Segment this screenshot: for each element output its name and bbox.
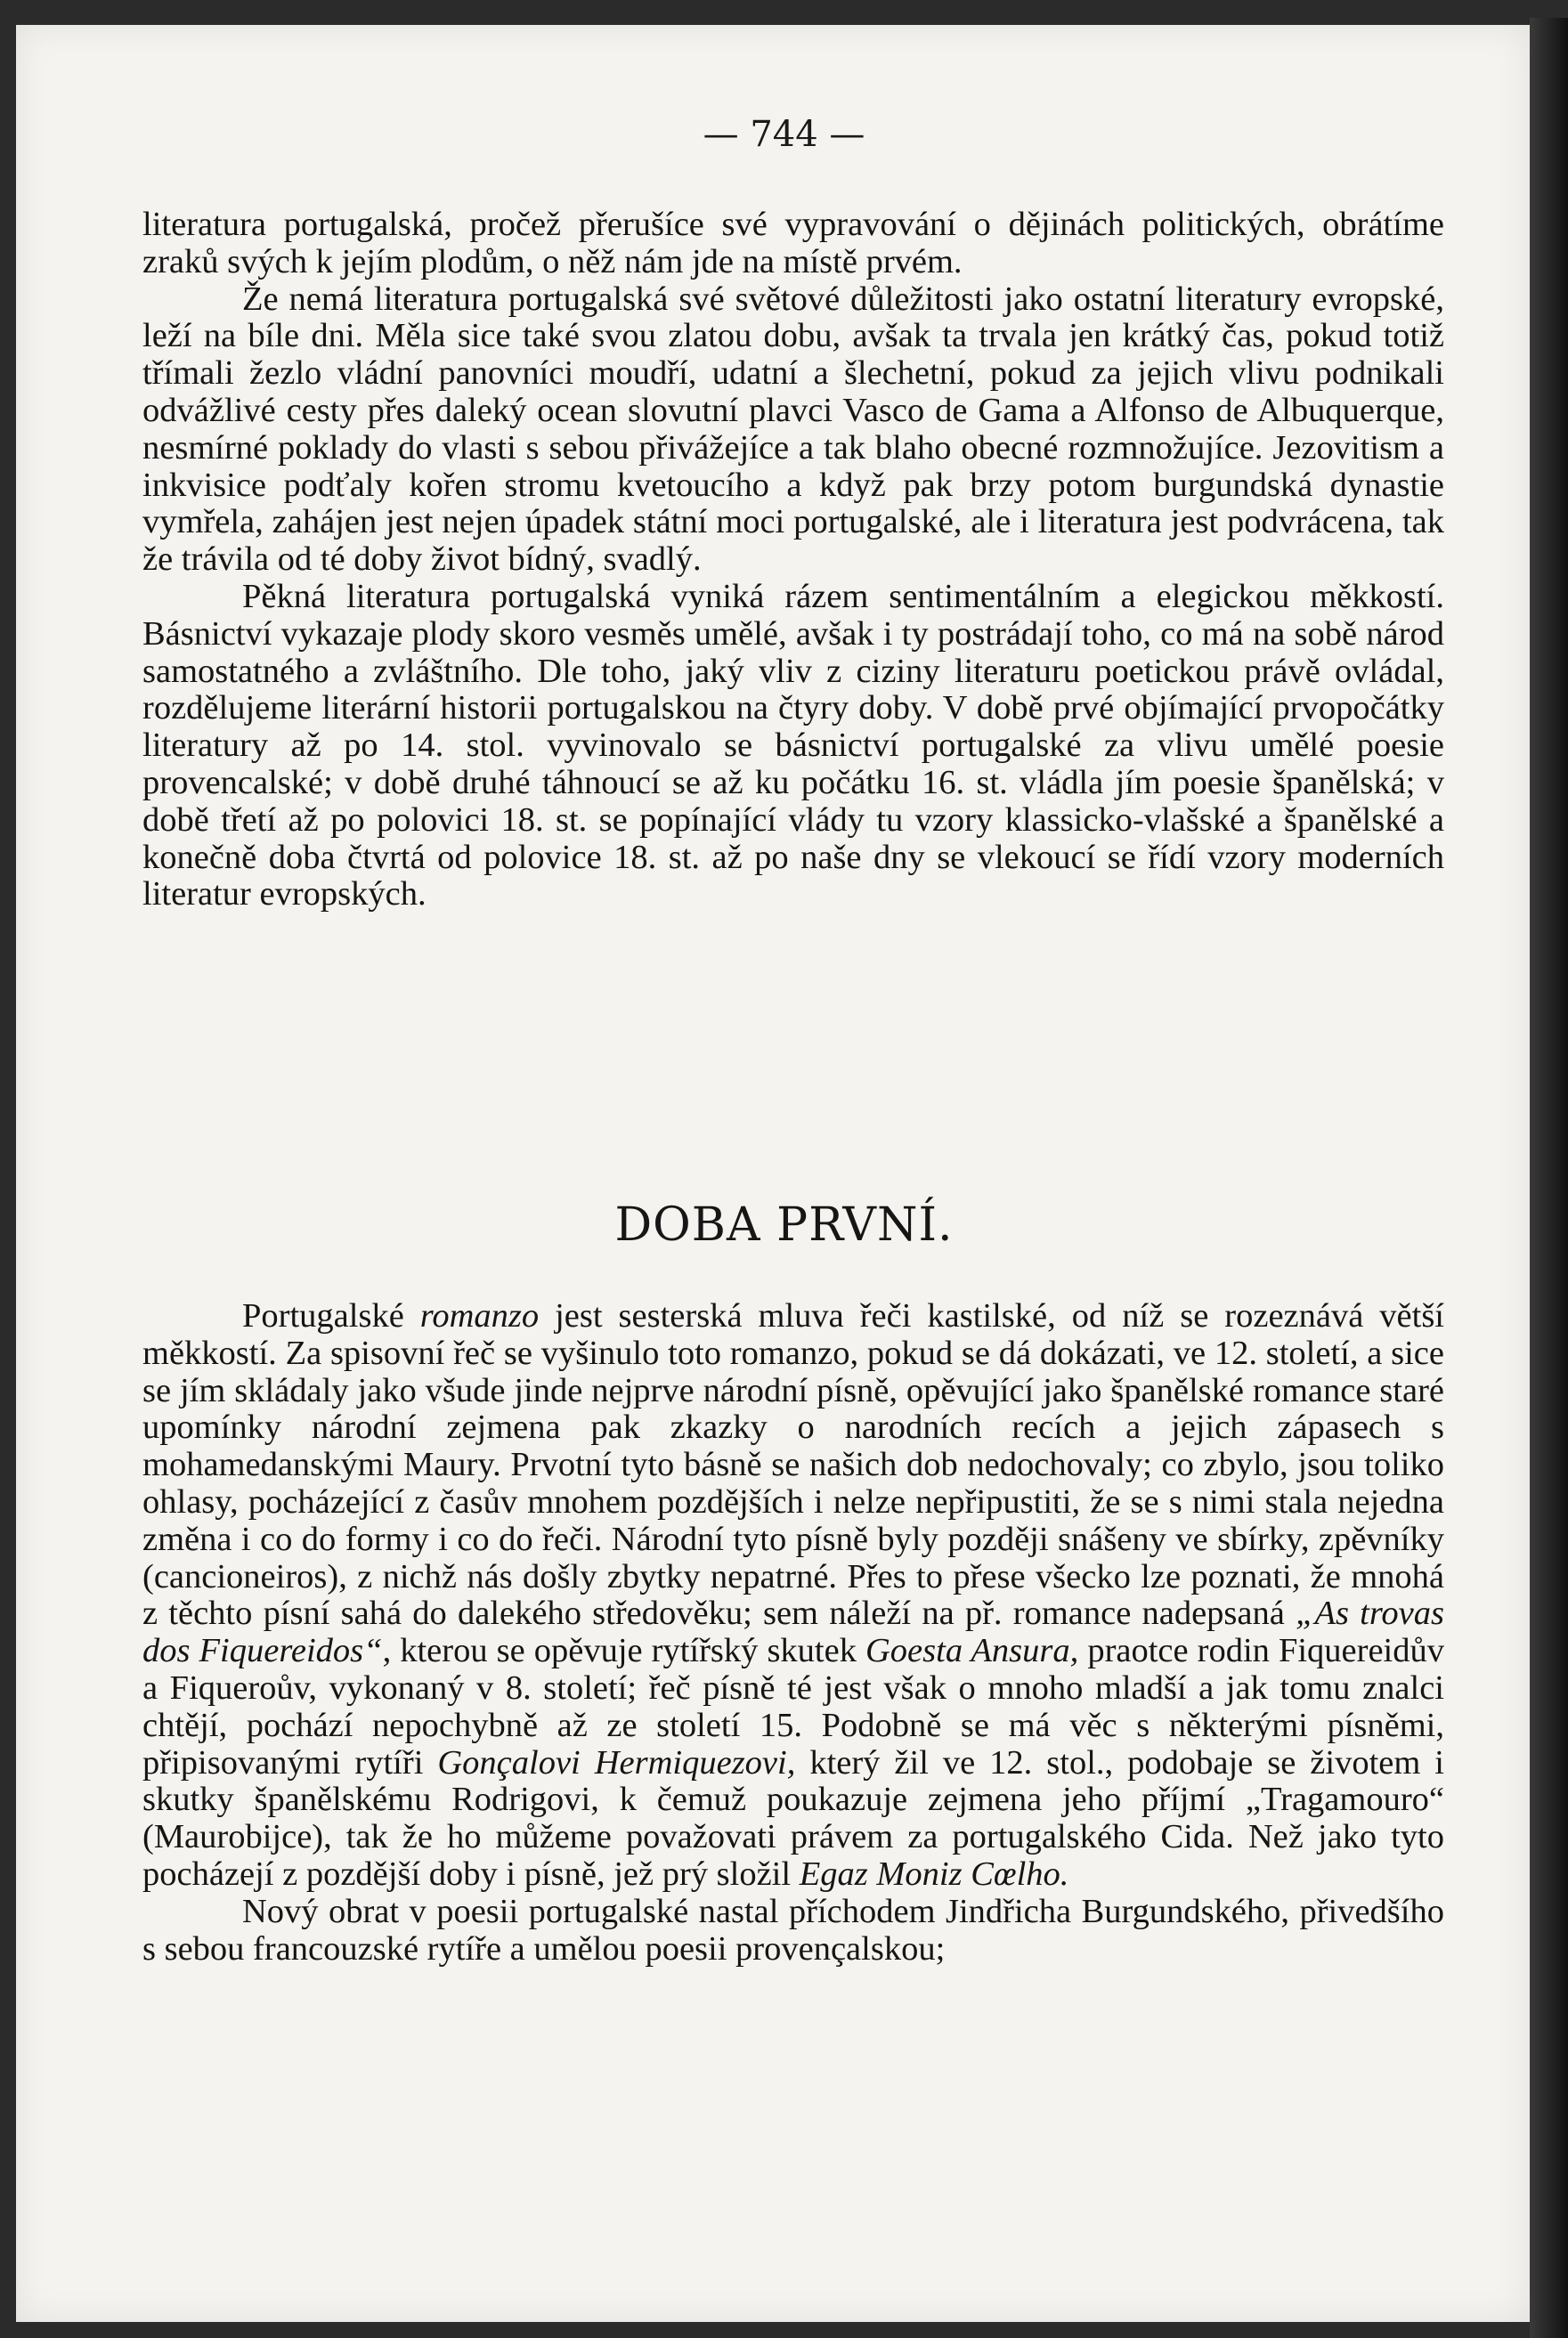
name-goncalo: Gonçalovi Hermiquezovi, bbox=[437, 1743, 796, 1782]
title-as-trovas: „As trovas dos Fiquereidos“ bbox=[142, 1595, 1445, 1670]
term-romanzo: romanzo bbox=[419, 1297, 540, 1335]
paragraph-importance: Že nemá literatura portugalská své světové důležitosti jako ostatní literatury evropské, leží na bíle dni. Měla sice také svou zlatou dobu, avšak ta trvala jen krátký čas, pokud totiž třímali žezlo vládní panovníci moudří, udatní a šlechetní, pokud za jejich vlivu podnikali odvážlivé cesty přes daleký ocean slovutní plavci Vasco de Gama a Alfonso de Albuquerque, nesmírné poklady do vlasti s sebou přivážejíce a tak blaho obecné rozmnožujíce. Jezovitism a inkvisice podťaly kořen stromu kvetoucího a když pak brzy potom burgundská dynastie vymřela, zahájen jest nejen úpadek státní moci portugalské, ale i literatura jest podvrácena, tak že trávila od té doby život bídný, svadlý. bbox=[142, 280, 1444, 579]
section-first-period bbox=[142, 1298, 1444, 1968]
name-goesta-ansura: Goesta Ansura, bbox=[865, 1632, 1079, 1670]
name-egaz: Egaz Moniz Cœlho. bbox=[799, 1855, 1069, 1893]
page-number: — 744 — bbox=[703, 114, 865, 155]
scan-edge bbox=[1530, 18, 1568, 2338]
paragraph-romanzo: Portugalské romanzo jest sesterská mluva řeči kastilské, od níž se rozeznává větší měkkostí. Za spisovní řeč se vyšinulo toto romanzo, pokud se dá dokázati, ve 12. století, a sice se jím skládaly jako všude jinde nejprve národní písně, opěvující jako španělské romance staré upomínky národní zejmena pak zkazky o narodních recích a jejich zápasech s mohamedanskými Maury. Prvotní tyto básně se našich dob nedochovaly; co zbylo, jsou toliko ohlasy, pocházející z časův mnohem pozdějších i nelze nepřipustiti, že se s nimi stala nejedna změna i co do formy i co do řeči. Národní tyto písně byly později snášeny ve sbírky, zpěvníky (cancioneiros), z nichž nás došly zbytky nepatrné. Přes to přese všecko lze poznati, že mnohá z těchto písní sahá do dalekého středověku; sem náleží na př. romance nadepsaná „As trovas dos Fiquereidos“, kterou se opěvuje rytířský skutek Goesta Ansura, praotce rodin Fiquereidův a Fiqueroův, vykonaný v 8. století; řeč písně té jest však o mnoho mladší a jak tomu znalci chtějí, pochází nepochybně až ze století 15. Podobně se má věc s některými písněmi, připisovanými rytíři Gonçalovi Hermiquezovi, který žil ve 12. stol., podobaje se životem i skutky španělskému Rodrigovi, k čemuž poukazuje zejmena jeho příjmí „Tragamouro“ (Maurobijce), tak že ho můžeme považovati právem za portugalského Cida. Než jako tyto pocházejí z pozdější doby i písně, jež prý složil Egaz Moniz Cœlho. bbox=[142, 1297, 1445, 1893]
section-intro bbox=[142, 207, 1444, 913]
paragraph-burgundy: Nový obrat v poesii portugalské nastal příchodem Jindřicha Burgundského, přivedšího s sebou francouzské rytíře a umělou poesii provençalskou; bbox=[142, 1892, 1444, 1968]
paragraph-continuation: literatura portugalská, pročež přerušíce své vypravování o dějinách politických, obrátíme zraků svých k jejím plodům, o něž nám jde na místě prvém. bbox=[142, 206, 1444, 280]
section-heading: DOBA PRVNÍ. bbox=[614, 1198, 954, 1252]
paragraph-periods: Pěkná literatura portugalská vyniká rázem sentimentálním a elegickou měkkostí. Básnictví vykazaje plody skoro vesměs umělé, avšak i ty postrádají toho, co má na sobě národ samostatného a zvláštního. Dle toho, jaký vliv z ciziny literaturu poetickou právě ovládal, rozdělujeme literární historii portugalskou na čtyry doby. V době prvé objímající prvopočátky literatury až po 14. stol. vyvinovalo se básnictví portugalské za vlivu umělé poesie provencalské; v době druhé táhnoucí se až ku počátku 16. st. vládla jím poesie španělská; v době třetí až po polovici 18. st. se popínající vlády tu vzory klassicko-vlašské a španělské a konečně doba čtvrtá od polovice 18. st. až po naše dny se vlekoucí se řídí vzory moderních literatur evropských. bbox=[142, 577, 1444, 913]
